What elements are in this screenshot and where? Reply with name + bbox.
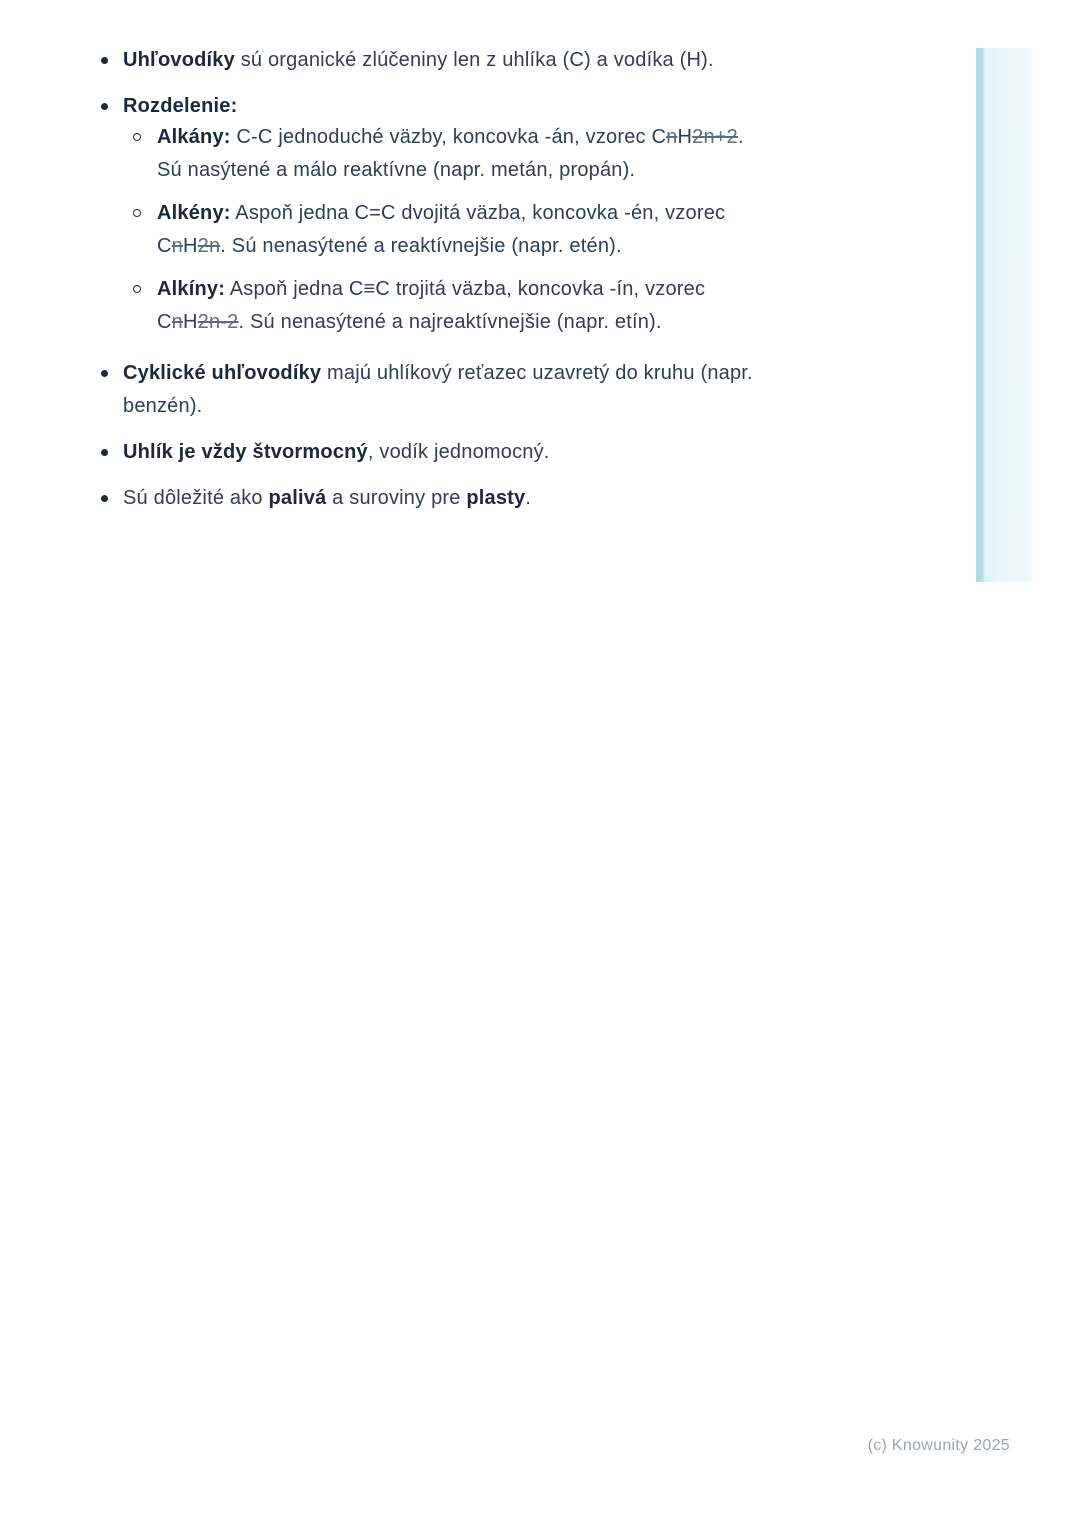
text-line: [123, 44, 886, 77]
formula-struck-text: n: [666, 126, 678, 148]
text-line: [157, 121, 886, 154]
bullet-disc-icon: [101, 449, 108, 456]
list-item-rozdelenie: [96, 90, 886, 344]
bullet-disc-icon: [101, 57, 108, 64]
formula-struck-text: 2n+2: [692, 126, 738, 148]
formula-struck-text: n: [171, 311, 183, 333]
text-line: [157, 197, 886, 230]
body-text: H: [182, 311, 198, 333]
text-line: [157, 273, 886, 306]
bold-term-text: Cyklické uhľovodíky: [123, 362, 322, 384]
bold-term-text: Uhlík je vždy štvormocný: [123, 441, 368, 463]
nested-list: [123, 121, 886, 339]
body-text: Aspoň jedna C=C dvojitá väzba, koncovka -én, vzorec: [230, 202, 726, 224]
bullet-circle-icon: [133, 285, 141, 293]
text-line: [123, 90, 886, 123]
bold-term-text: Alkény:: [157, 202, 231, 224]
list-item-uhlovodiky-definition: [96, 44, 886, 77]
body-text: C-C jednoduché väzby, koncovka -án, vzorec C: [230, 126, 667, 148]
bold-term-text: Rozdelenie:: [123, 95, 238, 117]
formula-struck-text: n: [171, 235, 183, 257]
bold-term-text: palivá: [268, 487, 327, 509]
body-text: sú organické zlúčeniny len z uhlíka (C) a vodíka (H).: [234, 49, 714, 71]
body-text: . Sú nenasýtené a najreaktívnejšie (napr. etín).: [238, 311, 662, 333]
body-text: benzén).: [123, 395, 203, 417]
notes-bullet-list: [96, 44, 886, 528]
body-text: majú uhlíkový reťazec uzavretý do kruhu (napr.: [321, 362, 753, 384]
body-text: , vodík jednomocný.: [367, 441, 550, 463]
bullet-column: [96, 436, 123, 469]
bold-term-text: Uhľovodíky: [123, 49, 235, 71]
body-text: C: [157, 235, 172, 257]
bullet-disc-icon: [101, 495, 108, 502]
text-line: [123, 357, 886, 390]
highlight-accent-bar: [976, 48, 1032, 582]
bullet-column: [96, 357, 123, 423]
body-text: C: [157, 311, 172, 333]
bullet-column: [133, 121, 157, 187]
bullet-disc-icon: [101, 370, 108, 377]
body-text: Aspoň jedna C≡C trojitá väzba, koncovka -ín, vzorec: [225, 278, 706, 300]
bullet-column: [133, 197, 157, 263]
list-item-content: [157, 121, 886, 187]
body-text: . Sú nenasýtené a reaktívnejšie (napr. etén).: [220, 235, 622, 257]
body-text: .: [738, 126, 744, 148]
body-text: Sú nasýtené a málo reaktívne (napr. metán, propán).: [157, 159, 636, 181]
bullet-column: [96, 90, 123, 344]
body-text: H: [677, 126, 693, 148]
text-line: [157, 154, 886, 187]
bold-term-text: Alkíny:: [157, 278, 226, 300]
text-line: [123, 436, 886, 469]
body-text: H: [182, 235, 198, 257]
bullet-column: [96, 44, 123, 77]
body-text: Sú dôležité ako: [123, 487, 269, 509]
bullet-disc-icon: [101, 103, 108, 110]
list-item-content: [123, 44, 886, 77]
list-item-content: [157, 273, 886, 339]
bullet-circle-icon: [133, 209, 141, 217]
list-item-content: [123, 90, 886, 344]
body-text: a suroviny pre: [326, 487, 467, 509]
bullet-column: [96, 482, 123, 515]
copyright-footer: (c) Knowunity 2025: [867, 1437, 1010, 1454]
text-line: [123, 482, 886, 515]
text-line: [157, 230, 886, 263]
list-item-content: [123, 436, 886, 469]
list-item-alkiny: [123, 273, 886, 339]
text-line: [157, 306, 886, 339]
formula-struck-text: 2n-2: [197, 311, 239, 333]
bullet-column: [133, 273, 157, 339]
list-item-content: [123, 357, 886, 423]
list-item-content: [157, 197, 886, 263]
list-item-cyklicke-uhlovodiky: [96, 357, 886, 423]
body-text: .: [525, 487, 532, 509]
list-item-content: [123, 482, 886, 515]
bold-term-text: plasty: [466, 487, 526, 509]
list-item-uhlik-mocnost: [96, 436, 886, 469]
list-item-alkany: [123, 121, 886, 187]
bold-term-text: Alkány:: [157, 126, 231, 148]
bullet-circle-icon: [133, 133, 141, 141]
list-item-alkeny: [123, 197, 886, 263]
formula-struck-text: 2n: [197, 235, 221, 257]
text-line: [123, 390, 886, 423]
list-item-vyznam: [96, 482, 886, 515]
